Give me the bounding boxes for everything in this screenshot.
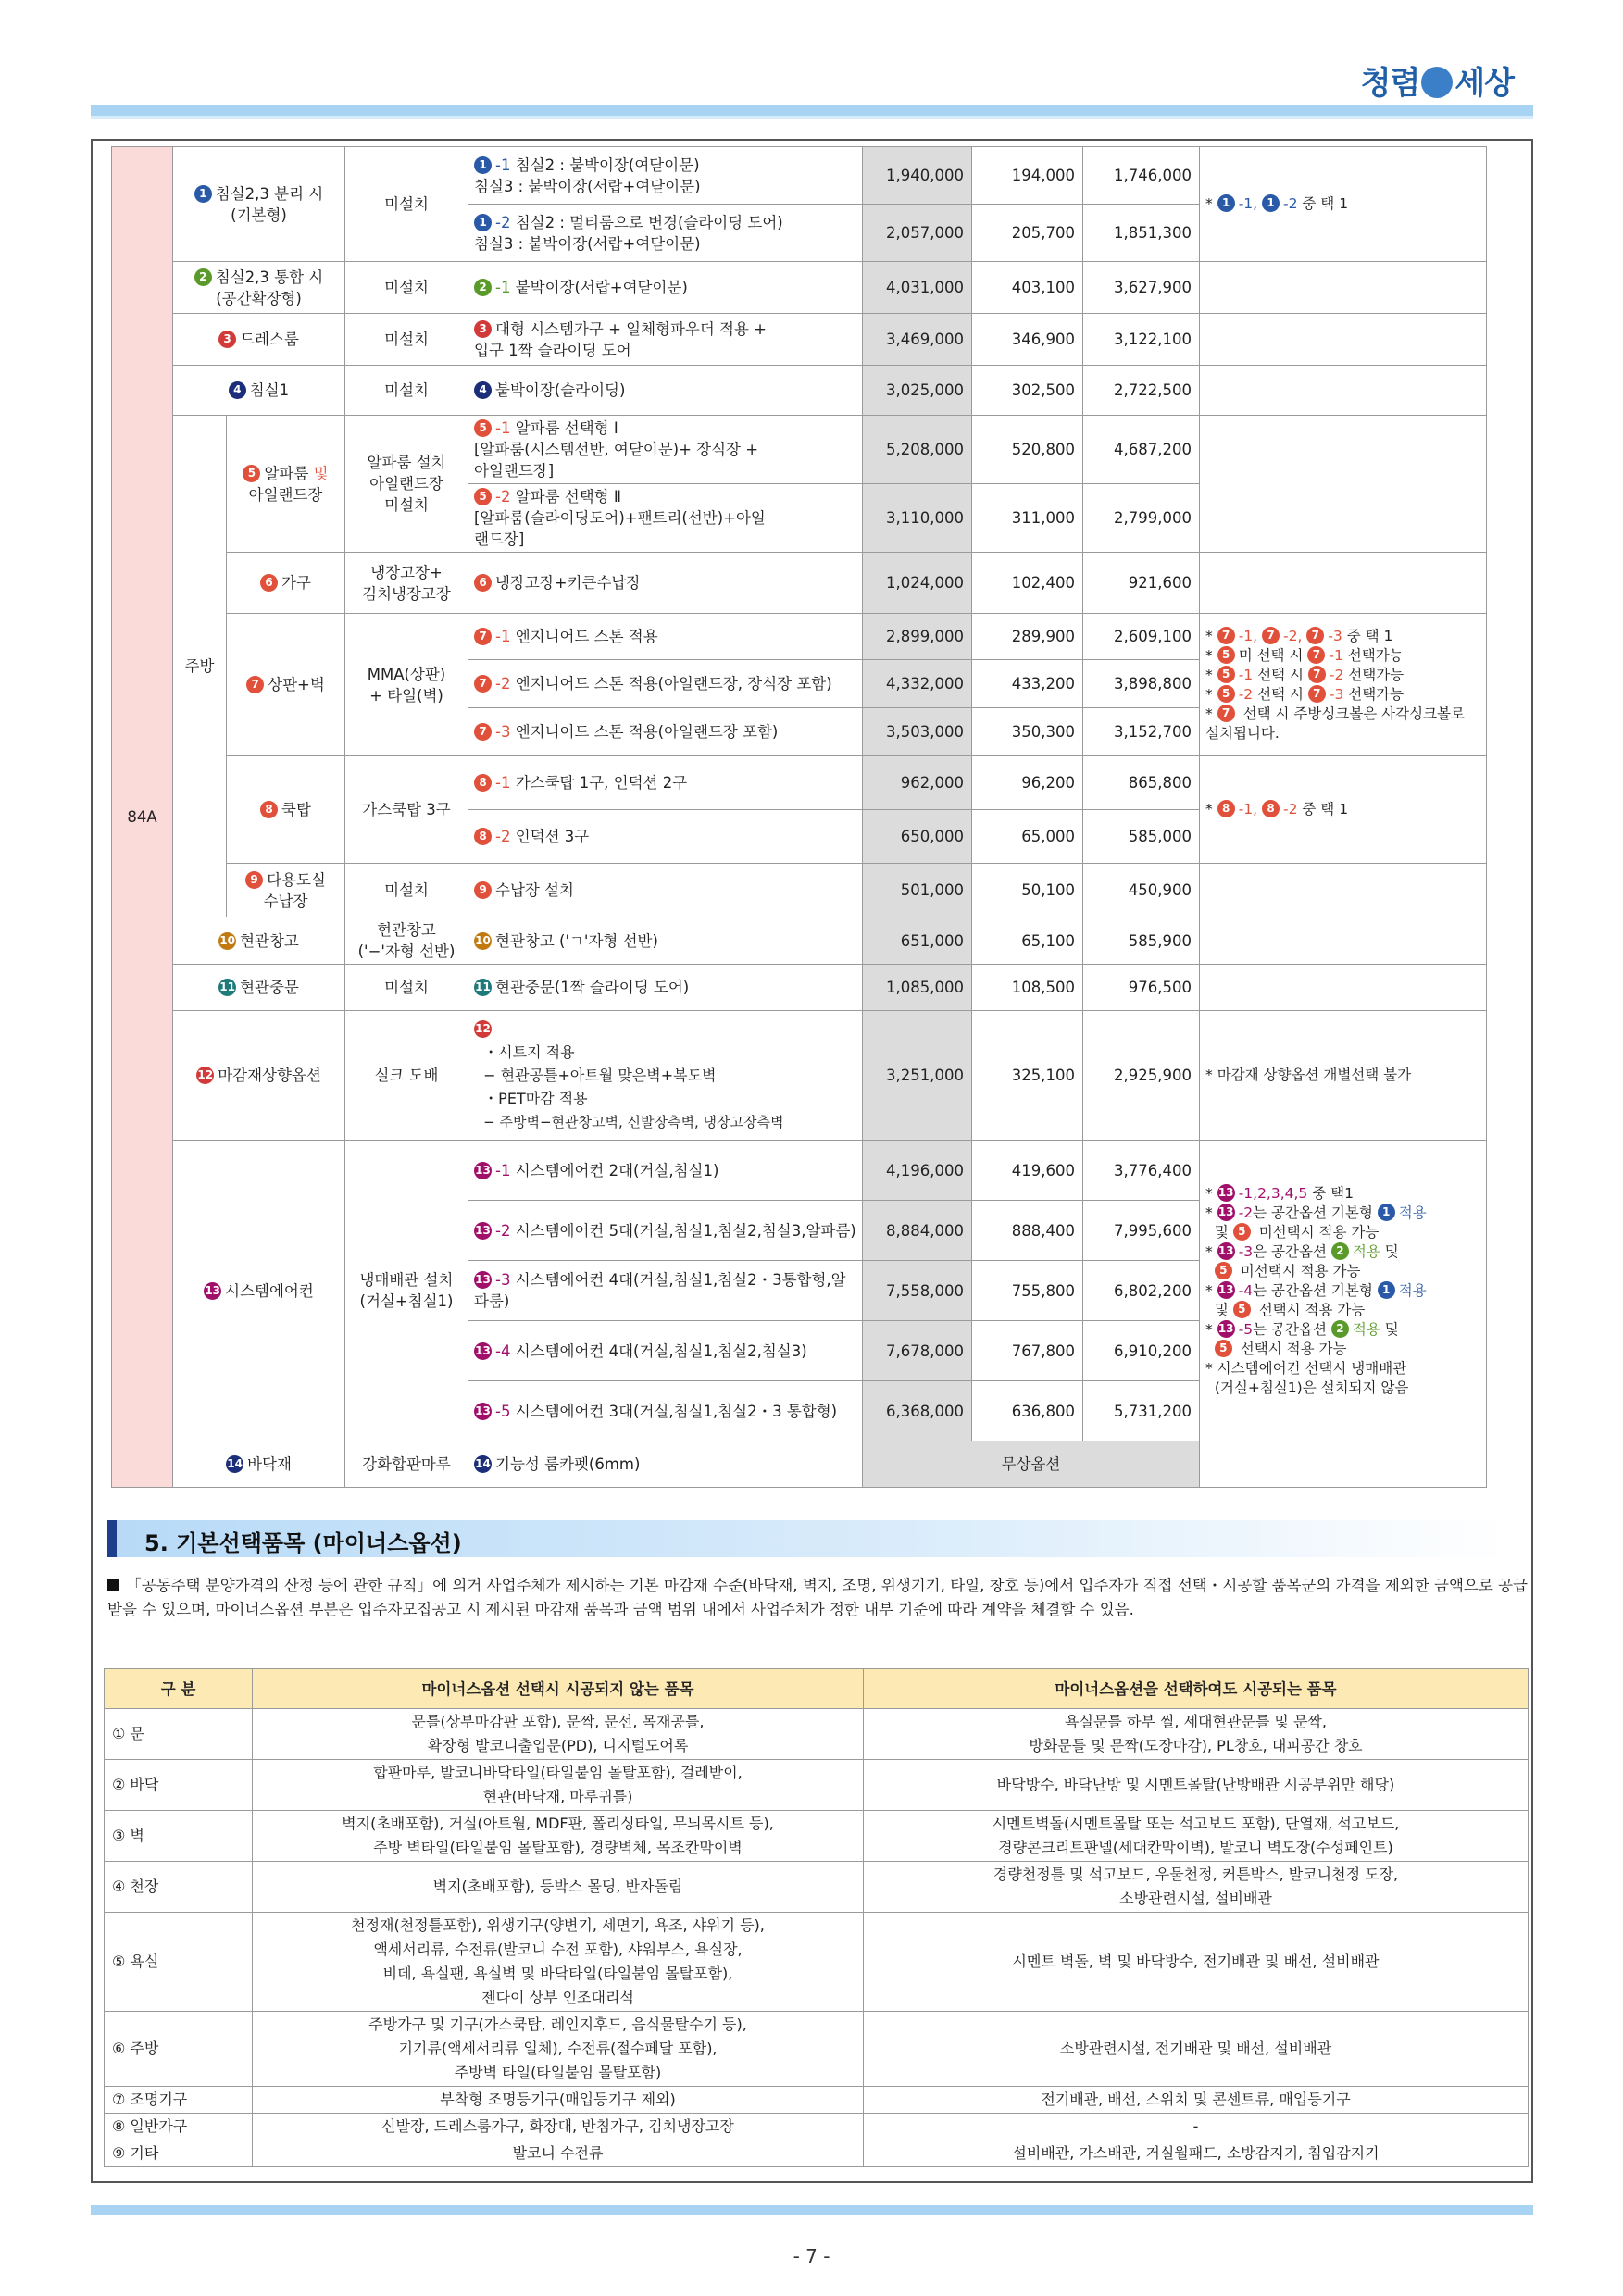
price-balance: 450,900 <box>1083 864 1200 917</box>
price-total: 3,025,000 <box>863 366 972 416</box>
price-deposit: 102,400 <box>972 553 1083 614</box>
row-category: ③ 벽 <box>105 1811 253 1862</box>
built-items: - <box>864 2114 1529 2140</box>
row-category: ⑧ 일반가구 <box>105 2114 253 2140</box>
price-total: 1,085,000 <box>863 965 972 1011</box>
built-items: 바닥방수, 바닥난방 및 시멘트몰탈(난방배관 시공부위만 해당) <box>864 1760 1529 1811</box>
option-note: * 마감재 상향옵션 개별선택 불가 <box>1200 1011 1487 1141</box>
option-name: 6 가구 <box>227 553 345 614</box>
option-detail: 3 대형 시스템가구 + 일체형파우더 적용 + 입구 1짝 슬라이딩 도어 <box>468 314 863 366</box>
price-total: 3,469,000 <box>863 314 972 366</box>
table-row <box>105 1862 1529 1913</box>
price-balance: 3,898,800 <box>1083 660 1200 708</box>
not-built-items: 신발장, 드레스룸가구, 화장대, 반침가구, 김치냉장고장 <box>253 2114 864 2140</box>
group-label-kitchen: 주방 <box>173 416 227 917</box>
price-balance: 5,731,200 <box>1083 1381 1200 1441</box>
option-note: * 7 -1, 7 -2, 7 -3 중 택 1 * 5 미 선택 시 7 -1 선택가능 * 5 -1 선택 시 7 -2 선택가능 * 5 -2 선택 시 7 -3 선택가능 * 7 선택 시 주방싱크볼은 사각싱크볼로 설치됩니다. <box>1200 614 1487 756</box>
option-note: * 13 -1,2,3,4,5 중 택1 * 13 -2는 공간옵션 기본형 1 적용 및 5 미선택시 적용 가능 * 13 -3은 공간옵션 2 적용 및 5 미선택시 적용 가능 * 13 -4는 공간옵션 기본형 1 적용 및 5 선택시 적용 가능 * 13 -5는 공간옵션 2 적용 및 5 선택시 적용 가능 * 시스템에어컨 선택시 냉매배관 (거실+침실1)은 설치되지 않음 <box>1200 1141 1487 1441</box>
price-deposit: 767,800 <box>972 1321 1083 1381</box>
header-bar <box>91 105 1533 116</box>
base-spec: 가스쿡탑 3구 <box>345 756 468 864</box>
table-row <box>105 1709 1529 1760</box>
price-total: 962,000 <box>863 756 972 810</box>
base-spec: 미설치 <box>345 262 468 314</box>
base-spec: 강화합판마루 <box>345 1441 468 1488</box>
not-built-items: 천정재(천정틀포함), 위생기구(양변기, 세면기, 욕조, 샤워기 등), 액세서리류, 수전류(발코니 수전 포함), 샤워부스, 욕실장, 비데, 욕실팬, 욕실벽 및 바닥타일(타일붙임 몰탈포함), 젠다이 상부 인조대리석 <box>253 1913 864 2012</box>
base-spec: 냉매배관 설치 (거실+침실1) <box>345 1141 468 1441</box>
option-name: 7 상판+벽 <box>227 614 345 756</box>
price-deposit: 755,800 <box>972 1261 1083 1321</box>
option-name: 10 현관창고 <box>173 917 345 965</box>
row-category: ② 바닥 <box>105 1760 253 1811</box>
price-deposit: 403,100 <box>972 262 1083 314</box>
option-detail: 4 붙박이장(슬라이딩) <box>468 366 863 416</box>
option-detail: 13 -5 시스템에어컨 3대(거실,침실1,침실2・3 통합형) <box>468 1381 863 1441</box>
option-name: 11 현관중문 <box>173 965 345 1011</box>
price-total: 7,558,000 <box>863 1261 972 1321</box>
option-name: 4 침실1 <box>173 366 345 416</box>
option-note <box>1200 416 1487 553</box>
price-total: 2,057,000 <box>863 205 972 262</box>
price-deposit: 289,900 <box>972 614 1083 660</box>
option-detail: 13 -3 시스템에어컨 4대(거실,침실1,침실2・3통합형,알파룸) <box>468 1261 863 1321</box>
price-balance: 2,609,100 <box>1083 614 1200 660</box>
price-balance: 585,000 <box>1083 810 1200 864</box>
table-row <box>105 1811 1529 1862</box>
row-category: ① 문 <box>105 1709 253 1760</box>
option-detail: 5 -1 알파룸 선택형 Ⅰ [알파룸(시스템선반, 여닫이문)+ 장식장 + 아일랜드장] <box>468 416 863 484</box>
option-price-table <box>111 146 1487 1488</box>
price-total: 3,251,000 <box>863 1011 972 1141</box>
section-title-text: 5. 기본선택품목 (마이너스옵션) <box>144 1530 462 1556</box>
price-balance: 3,152,700 <box>1083 708 1200 756</box>
option-detail: 7 -3 엔지니어드 스톤 적용(아일랜드장 포함) <box>468 708 863 756</box>
price-deposit: 108,500 <box>972 965 1083 1011</box>
option-detail: 14 기능성 룸카펫(6mm) <box>468 1441 863 1488</box>
price-deposit: 65,000 <box>972 810 1083 864</box>
price-deposit: 350,300 <box>972 708 1083 756</box>
base-spec: 미설치 <box>345 366 468 416</box>
option-note: * 1 -1, 1 -2 중 택 1 <box>1200 147 1487 262</box>
option-note <box>1200 917 1487 965</box>
built-items: 시멘트벽돌(시멘트몰탈 또는 석고보드 포함), 단열재, 석고보드, 경량콘크리트판넬(세대칸막이벽), 발코니 벽도장(수성페인트) <box>864 1811 1529 1862</box>
row-category: ⑤ 욕실 <box>105 1913 253 2012</box>
built-items: 설비배관, 가스배관, 거실월패드, 소방감지기, 침입감지기 <box>864 2140 1529 2167</box>
price-total: 5,208,000 <box>863 416 972 484</box>
option-note <box>1200 262 1487 314</box>
built-items: 전기배관, 배선, 스위치 및 콘센트류, 매입등기구 <box>864 2087 1529 2114</box>
not-built-items: 벽지(초배포함), 등박스 몰딩, 반자돌림 <box>253 1862 864 1913</box>
section-title-bar <box>107 1520 117 1557</box>
option-detail: 13 -2 시스템에어컨 5대(거실,침실1,침실2,침실3,알파룸) <box>468 1201 863 1261</box>
not-built-items: 합판마루, 발코니바닥타일(타일붙임 몰탈포함), 걸레받이, 현관(바닥재, 마루귀틀) <box>253 1760 864 1811</box>
option-name: 12 마감재상향옵션 <box>173 1011 345 1141</box>
option-name: 3 드레스룸 <box>173 314 345 366</box>
price-deposit: 419,600 <box>972 1141 1083 1201</box>
price-balance: 3,122,100 <box>1083 314 1200 366</box>
table-row <box>105 2140 1529 2167</box>
option-note <box>1200 864 1487 917</box>
price-deposit: 311,000 <box>972 484 1083 553</box>
price-balance: 865,800 <box>1083 756 1200 810</box>
page-number: - 7 - <box>793 2245 830 2267</box>
price-balance: 921,600 <box>1083 553 1200 614</box>
row-category: ④ 천장 <box>105 1862 253 1913</box>
option-detail: 8 -2 인덕션 3구 <box>468 810 863 864</box>
price-deposit: 433,200 <box>972 660 1083 708</box>
price-balance: 1,746,000 <box>1083 147 1200 205</box>
price-balance: 6,802,200 <box>1083 1261 1200 1321</box>
price-total: 7,678,000 <box>863 1321 972 1381</box>
option-note <box>1200 366 1487 416</box>
price-deposit: 520,800 <box>972 416 1083 484</box>
price-total: 501,000 <box>863 864 972 917</box>
price-total: 3,503,000 <box>863 708 972 756</box>
option-detail: 1 -2 침실2 : 멀티룸으로 변경(슬라이딩 도어) 침실3 : 붙박이장(서랍+여닫이문) <box>468 205 863 262</box>
price-deposit: 50,100 <box>972 864 1083 917</box>
price-deposit: 194,000 <box>972 147 1083 205</box>
header-not-built: 마이너스옵션 선택시 시공되지 않는 품목 <box>253 1669 864 1709</box>
price-deposit: 205,700 <box>972 205 1083 262</box>
price-total: 4,332,000 <box>863 660 972 708</box>
price-balance: 4,687,200 <box>1083 416 1200 484</box>
not-built-items: 벽지(초배포함), 거실(아트월, MDF판, 폴리싱타일, 무늬목시트 등), 주방 벽타일(타일붙임 몰탈포함), 경량벽체, 목조칸막이벽 <box>253 1811 864 1862</box>
price-total: 2,899,000 <box>863 614 972 660</box>
built-items: 경량천정틀 및 석고보드, 우물천정, 커튼박스, 발코니천정 도장, 소방관련시설, 설비배관 <box>864 1862 1529 1913</box>
price-total: 6,368,000 <box>863 1381 972 1441</box>
price-deposit: 636,800 <box>972 1381 1083 1441</box>
option-name: 13 시스템에어컨 <box>173 1141 345 1441</box>
price-total: 1,940,000 <box>863 147 972 205</box>
row-category: ⑨ 기타 <box>105 2140 253 2167</box>
footer-bar <box>91 2205 1533 2215</box>
table-row <box>105 1913 1529 2012</box>
section-title <box>107 1520 1510 1557</box>
option-detail: 12 ・시트지 적용 − 현관공틀+아트월 맞은벽+복도벽 ・PET마감 적용 − 주방벽−현관창고벽, 신발장측벽, 냉장고장측벽 <box>468 1011 863 1141</box>
base-spec: 현관창고 ('−'자형 선반) <box>345 917 468 965</box>
brand-logo: 청렴 세상 <box>1360 65 1514 102</box>
price-total: 1,024,000 <box>863 553 972 614</box>
option-name: 14 바닥재 <box>173 1441 345 1488</box>
header-bar-light <box>91 116 1533 119</box>
price-balance: 976,500 <box>1083 965 1200 1011</box>
free-option: 무상옵션 <box>863 1441 1200 1488</box>
price-deposit: 346,900 <box>972 314 1083 366</box>
option-note <box>1200 314 1487 366</box>
base-spec: 미설치 <box>345 864 468 917</box>
paragraph-text: 「공동주택 분양가격의 산정 등에 관한 규칙」에 의거 사업주체가 제시하는 기본 마감재 수준(바닥재, 벽지, 조명, 위생기기, 타일, 창호 등)에서 입주자가 직접 선택・시공할 품목군의 가격을 제외한 금액으로 공급받을 수 있으며, 마이너스옵션 부분은 입주자모집공고 시 제시된 마감재 품목과 금액 범위 내에서 사업주체가 정한 내부 기준에 따라 계약을 체결할 수 있음. <box>107 1577 1528 1618</box>
price-total: 4,031,000 <box>863 262 972 314</box>
price-balance: 2,799,000 <box>1083 484 1200 553</box>
not-built-items: 발코니 수전류 <box>253 2140 864 2167</box>
row-category: ⑥ 주방 <box>105 2012 253 2087</box>
option-note: * 8 -1, 8 -2 중 택 1 <box>1200 756 1487 864</box>
base-spec: 알파룸 설치 아일랜드장 미설치 <box>345 416 468 553</box>
option-detail: 11 현관중문(1짝 슬라이딩 도어) <box>468 965 863 1011</box>
option-detail: 13 -4 시스템에어컨 4대(거실,침실1,침실2,침실3) <box>468 1321 863 1381</box>
price-deposit: 325,100 <box>972 1011 1083 1141</box>
table-row <box>105 2114 1529 2140</box>
price-total: 4,196,000 <box>863 1141 972 1201</box>
price-deposit: 96,200 <box>972 756 1083 810</box>
table-row <box>105 2087 1529 2114</box>
option-name: 8 쿡탑 <box>227 756 345 864</box>
option-name: 9 다용도실 수납장 <box>227 864 345 917</box>
not-built-items: 주방가구 및 기구(가스쿡탑, 레인지후드, 음식물탈수기 등), 기기류(액세서리류 일체), 수전류(절수페달 포함), 주방벽 타일(타일붙임 몰탈포함) <box>253 2012 864 2087</box>
built-items: 시멘트 벽돌, 벽 및 바닥방수, 전기배관 및 배선, 설비배관 <box>864 1913 1529 2012</box>
option-detail: 7 -2 엔지니어드 스톤 적용(아일랜드장, 장식장 포함) <box>468 660 863 708</box>
price-balance: 1,851,300 <box>1083 205 1200 262</box>
price-total: 651,000 <box>863 917 972 965</box>
row-category: ⑦ 조명기구 <box>105 2087 253 2114</box>
price-deposit: 302,500 <box>972 366 1083 416</box>
unit-type: 84A <box>112 147 173 1488</box>
price-balance: 2,722,500 <box>1083 366 1200 416</box>
option-name: 2 침실2,3 통합 시 (공간확장형) <box>173 262 345 314</box>
square-bullet-icon <box>107 1579 119 1591</box>
option-detail: 6 냉장고장+키큰수납장 <box>468 553 863 614</box>
price-balance: 2,925,900 <box>1083 1011 1200 1141</box>
option-note <box>1200 553 1487 614</box>
not-built-items: 부착형 조명등기구(매입등기구 제외) <box>253 2087 864 2114</box>
built-items: 소방관련시설, 전기배관 및 배선, 설비배관 <box>864 2012 1529 2087</box>
price-balance: 3,627,900 <box>1083 262 1200 314</box>
table-row <box>105 1760 1529 1811</box>
price-balance: 6,910,200 <box>1083 1321 1200 1381</box>
price-balance: 585,900 <box>1083 917 1200 965</box>
option-name: 5 알파룸 및 아일랜드장 <box>227 416 345 553</box>
table-row <box>105 2012 1529 2087</box>
not-built-items: 문틀(상부마감판 포함), 문짝, 문선, 목재공틀, 확장형 발코니출입문(PD), 디지털도어록 <box>253 1709 864 1760</box>
built-items: 욕실문틀 하부 씰, 세대현관문틀 및 문짝, 방화문틀 및 문짝(도장마감), PL창호, 대피공간 창호 <box>864 1709 1529 1760</box>
base-spec: 미설치 <box>345 314 468 366</box>
option-detail: 13 -1 시스템에어컨 2대(거실,침실1) <box>468 1141 863 1201</box>
minus-option-table <box>104 1668 1529 2167</box>
option-note <box>1200 965 1487 1011</box>
price-total: 8,884,000 <box>863 1201 972 1261</box>
base-spec: MMA(상판) + 타일(벽) <box>345 614 468 756</box>
base-spec: 미설치 <box>345 147 468 262</box>
option-note <box>1200 1441 1487 1488</box>
price-balance: 7,995,600 <box>1083 1201 1200 1261</box>
base-spec: 실크 도배 <box>345 1011 468 1141</box>
option-detail: 7 -1 엔지니어드 스톤 적용 <box>468 614 863 660</box>
price-deposit: 65,100 <box>972 917 1083 965</box>
price-total: 3,110,000 <box>863 484 972 553</box>
option-detail: 2 -1 붙박이장(서랍+여닫이문) <box>468 262 863 314</box>
section-paragraph <box>107 1574 1528 1622</box>
price-deposit: 888,400 <box>972 1201 1083 1261</box>
option-detail: 1 -1 침실2 : 붙박이장(여닫이문) 침실3 : 붙박이장(서랍+여닫이문) <box>468 147 863 205</box>
header-built: 마이너스옵션을 선택하여도 시공되는 품목 <box>864 1669 1529 1709</box>
base-spec: 미설치 <box>345 965 468 1011</box>
option-detail: 5 -2 알파룸 선택형 Ⅱ [알파룸(슬라이딩도어)+팬트리(선반)+아일 랜드장] <box>468 484 863 553</box>
option-detail: 9 수납장 설치 <box>468 864 863 917</box>
price-total: 650,000 <box>863 810 972 864</box>
option-detail: 8 -1 가스쿡탑 1구, 인덕션 2구 <box>468 756 863 810</box>
header-category: 구 분 <box>105 1669 253 1709</box>
base-spec: 냉장고장+ 김치냉장고장 <box>345 553 468 614</box>
option-name: 1 침실2,3 분리 시 (기본형) <box>173 147 345 262</box>
option-detail: 10 현관창고 ('ㄱ'자형 선반) <box>468 917 863 965</box>
price-balance: 3,776,400 <box>1083 1141 1200 1201</box>
